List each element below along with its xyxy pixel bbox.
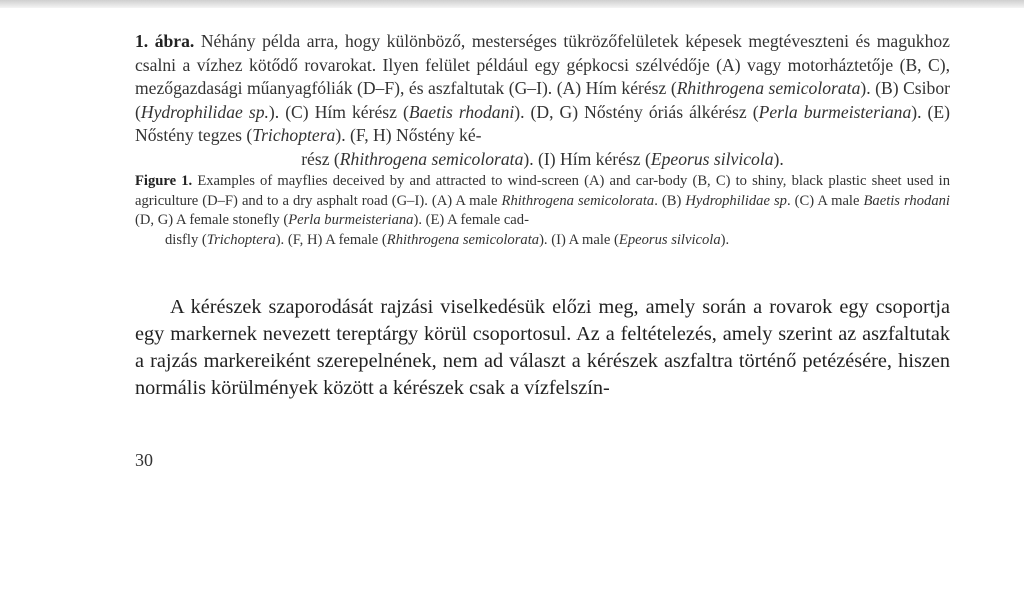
top-scan-border — [0, 0, 1024, 8]
species-name: Epeorus silvicola — [650, 148, 774, 169]
caption-text: ). — [720, 231, 730, 248]
figure-caption-hungarian — [135, 30, 950, 172]
caption-last-line — [135, 231, 950, 251]
caption-label-hu: 1. ábra. — [135, 31, 195, 51]
species-name: Baetis rhodani — [863, 192, 950, 209]
caption-text: ). (C) Hím kérész ( — [268, 101, 409, 122]
body-paragraph — [135, 294, 950, 402]
caption-text: ). (I) A male ( — [539, 231, 619, 248]
caption-label-en: Figure 1. — [135, 173, 193, 189]
species-name: Baetis rhodani — [408, 101, 515, 122]
species-name: Trichoptera — [252, 125, 336, 146]
species-name: Rhithrogena semicolorata — [386, 231, 540, 248]
caption-text: ). (E) A female cad- — [413, 212, 529, 228]
species-name: Perla burmeisteriana — [288, 212, 414, 228]
caption-last-line — [135, 148, 950, 172]
caption-text: ). (I) Hím kérész ( — [523, 148, 651, 169]
caption-text: ). (F, H) A female ( — [275, 231, 387, 248]
caption-text: rész ( — [301, 148, 340, 169]
species-name: Trichoptera — [206, 231, 276, 248]
species-name: Hydrophilidae sp — [685, 192, 787, 209]
caption-text: . (C) A male — [786, 192, 864, 209]
caption-text: ). (E) Nőstény tegzes ( — [135, 101, 951, 146]
species-name: Epeorus silvicola — [618, 231, 721, 248]
caption-text: Examples of mayflies deceived by and attracted to wind-screen (A) and car-body (B, C) to shiny, black plastic sheet used in agriculture (D–F) and to a dry asphalt road (G–I). (A) A male — [135, 173, 950, 209]
species-name: Hydrophilidae sp. — [140, 101, 269, 122]
caption-text: ). (D, G) Nőstény óriás álkérész ( — [514, 101, 759, 122]
caption-text: disfly ( — [165, 231, 207, 248]
caption-text: (D, G) A female stonefly ( — [135, 212, 289, 228]
caption-text: ). (B) Csibor ( — [135, 78, 950, 122]
species-name: Rhithrogena semicolorata — [501, 192, 655, 209]
caption-text: ). (F, H) Nőstény ké- — [335, 125, 482, 146]
caption-text: . (B) — [654, 192, 686, 209]
species-name: Perla burmeisteriana — [758, 101, 912, 122]
figure-caption-english — [135, 172, 950, 250]
caption-text: Néhány példa arra, hogy különböző, mesterséges tükrözőfelületek képesek megtéveszteni és magukhoz csalni a vízhez kötődő rovarokat. Ilyen felület például egy gépkocsi szélvédője (A) vagy motorháztetője (B, C), mezőgazdasági műanyagfóliák (D–F), és aszfaltutak (G–I). (A) Hím kérész ( — [135, 31, 950, 99]
page-number: 30 — [135, 450, 153, 470]
species-name: Rhithrogena semicolorata — [339, 148, 524, 169]
species-name: Rhithrogena semicolorata — [676, 78, 861, 99]
caption-text: ). — [773, 148, 784, 169]
body-paragraph-text: A kérészek szaporodását rajzási viselkedésük előzi meg, amely során a rovarok egy csoportja egy markernek nevezett tereptárgy körül csoportosul. Az a feltételezés, amely szerint az aszfaltutak a rajzás markereiként szerepelnének, nem ad választ a kérészek aszfaltra történő petézésére, hiszen normális körülmények között a kérészek csak a vízfelszín- — [135, 296, 950, 399]
